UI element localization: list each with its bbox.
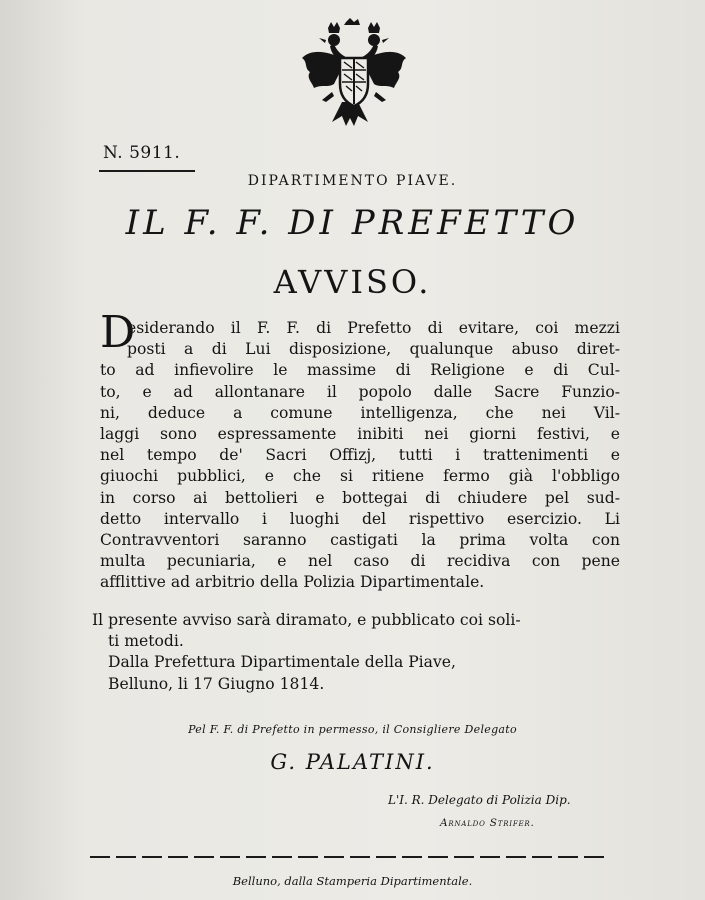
- body-line: esiderando il F. F. di Prefetto di evitare, coi mezzi: [127, 319, 620, 337]
- double-headed-eagle-crest-icon: [298, 18, 410, 130]
- notice-closing: [92, 610, 622, 695]
- body-line: to ad infievolire le massime di Religione e di Cul-: [100, 361, 620, 380]
- body-line: to, e ad allontanare il popolo dalle Sacre Funzio-: [100, 382, 620, 401]
- closing-line: Dalla Prefettura Dipartimentale della Piave,: [108, 653, 456, 672]
- body-line: giuochi pubblici, e che si ritiene fermo già l'obbligo: [100, 467, 620, 486]
- body-line: in corso ai bettolieri e bottegai di chiudere pel sud-: [100, 488, 620, 507]
- body-line: multa pecuniaria, e nel caso di recidiva con pene: [100, 552, 620, 571]
- notice-title: AVVISO.: [273, 263, 432, 301]
- signature-preamble: Pel F. F. di Prefetto in permesso, il Consigliere Delegato: [188, 723, 517, 736]
- delegate-name: Arnaldo Strifer.: [440, 817, 535, 829]
- closing-line: Belluno, li 17 Giugno 1814.: [108, 674, 325, 693]
- drop-cap: D: [100, 307, 136, 358]
- body-line: laggi sono espressamente inibiti nei giorni festivi, e: [100, 425, 620, 444]
- closing-line: ti metodi.: [108, 632, 184, 651]
- body-line: nel tempo de' Sacri Offizj, tutti i trattenimenti e: [100, 446, 620, 465]
- delegate-title: L'I. R. Delegato di Polizia Dip.: [388, 793, 571, 807]
- office-heading: IL F. F. DI PREFETTO: [125, 203, 580, 243]
- notice-body: [100, 318, 620, 594]
- body-line: Contravventori saranno castigati la prima volta con: [100, 531, 620, 550]
- department-heading: DIPARTIMENTO PIAVE.: [247, 173, 458, 189]
- dashed-divider: [90, 856, 610, 858]
- body-line: afflittive ad arbitrio della Polizia Dipartimentale.: [100, 573, 485, 592]
- closing-line: Il presente avviso sarà diramato, e pubblicato coi soli-: [92, 611, 521, 629]
- signatory-name: G. PALATINI.: [270, 750, 435, 774]
- body-line: posti a di Lui disposizione, qualunque abuso diret-: [127, 340, 620, 359]
- document-number-underline: [99, 170, 195, 172]
- body-line: detto intervallo i luoghi del rispettivo esercizio. Li: [100, 509, 620, 528]
- document-number: N. 5911.: [103, 143, 181, 163]
- body-line: ni, deduce a comune intelligenza, che nei Vil-: [100, 403, 620, 422]
- printer-imprint: Belluno, dalla Stamperia Dipartimentale.: [232, 874, 473, 888]
